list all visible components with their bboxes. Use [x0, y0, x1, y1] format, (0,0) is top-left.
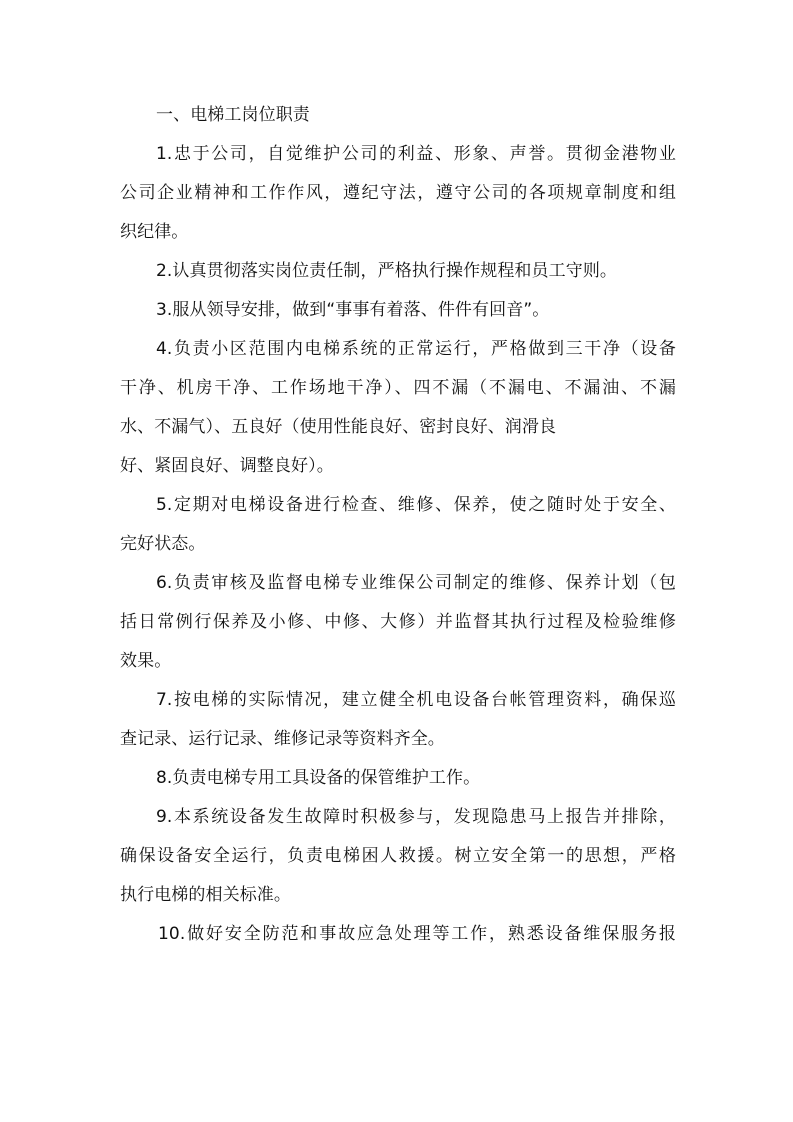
- paragraph-line: 4.负责小区范围内电梯系统的正常运行，严格做到三干净（设备: [156, 339, 676, 359]
- paragraph-line: 水、不漏气）、五良好（使用性能良好、密封良好、润滑良: [120, 417, 557, 437]
- paragraph-line: 6.负责审核及监督电梯专业维保公司制定的维修、保养计划（包: [156, 573, 676, 593]
- paragraph-line: 干净、机房干净、工作场地干净）、四不漏（不漏电、不漏油、不漏: [120, 378, 676, 398]
- paragraph-line: 织纪律。: [120, 222, 189, 242]
- paragraph-line: 执行电梯的相关标准。: [120, 885, 291, 905]
- paragraph-line: 3.服从领导安排，做到“事事有着落、件件有回音”。: [156, 300, 550, 320]
- paragraph-line: 1.忠于公司，自觉维护公司的利益、形象、声誉。贯彻金港物业: [156, 144, 676, 164]
- document-body: [120, 96, 676, 954]
- paragraph-line: 效果。: [120, 651, 172, 671]
- paragraph-line: 确保设备安全运行，负责电梯困人救援。树立安全第一的思想，严格: [120, 846, 676, 866]
- paragraph-line: 完好状态。: [120, 534, 206, 554]
- paragraph-line: 括日常例行保养及小修、中修、大修）并监督其执行过程及检验维修: [120, 612, 676, 632]
- paragraph-line: 10.做好安全防范和事故应急处理等工作，熟悉设备维保服务报: [158, 924, 676, 944]
- paragraph-line: 2.认真贯彻落实岗位责任制，严格执行操作规程和员工守则。: [156, 261, 618, 281]
- paragraph-line: 5.定期对电梯设备进行检查、维修、保养，使之随时处于安全、: [156, 495, 676, 515]
- paragraph-line: 7.按电梯的实际情况，建立健全机电设备台帐管理资料，确保巡: [156, 690, 676, 710]
- paragraph-line: 8.负责电梯专用工具设备的保管维护工作。: [156, 768, 481, 788]
- paragraph-line: 好、紧固良好、调整良好）。: [120, 456, 334, 476]
- paragraph-line: 查记录、运行记录、维修记录等资料齐全。: [120, 729, 445, 749]
- paragraph-line: 公司企业精神和工作作风，遵纪守法，遵守公司的各项规章制度和组: [120, 183, 676, 203]
- paragraph-line: 9.本系统设备发生故障时积极参与，发现隐患马上报告并排除，: [156, 807, 676, 827]
- section-heading: 一、电梯工岗位职责: [156, 105, 310, 125]
